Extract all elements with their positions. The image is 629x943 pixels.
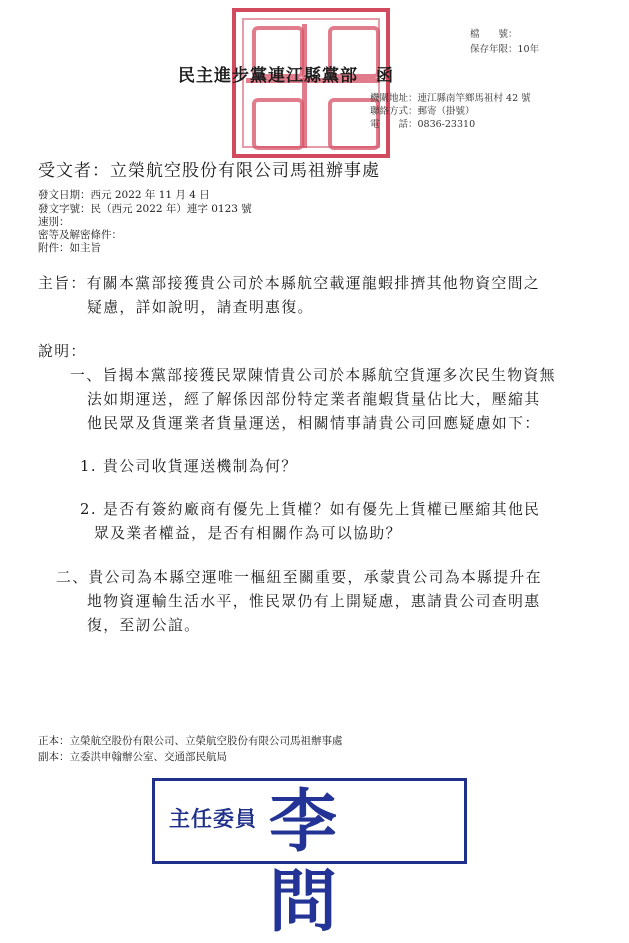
phone-number: 電 話：0836-23310 [370, 119, 476, 130]
recipient: 受文者：立榮航空股份有限公司馬祖辦事處 [38, 161, 380, 181]
secrecy-level: 密等及解密條件： [38, 229, 122, 241]
explanation-item-2-line-1: 二、貴公司為本縣空運唯一樞紐至關重要，承蒙貴公司為本縣提升在 [56, 569, 542, 586]
explanation-label: 說明： [38, 343, 87, 360]
subject-line-1: 主旨：有關本黨部接獲貴公司於本縣航空載運龍蝦排擠其他物資空間之 [38, 275, 541, 292]
seal-stroke [302, 24, 307, 148]
signature-stamp [152, 778, 467, 942]
explanation-item-1-line-2: 法如期運送，經了解係因部份特定業者龍蝦貨量佔比大，壓縮其 [87, 391, 541, 408]
issue-date: 發文日期：西元 2022 年 11 月 4 日 [38, 189, 210, 201]
seal-glyph [252, 98, 304, 150]
retention-period: 保存年限：10年 [470, 44, 540, 55]
question-2-line-1: 2. 是否有簽約廠商有優先上貨權？如有優先上貨權已壓縮其他民 [80, 501, 541, 518]
signature-title: 主任委員 [169, 807, 257, 831]
explanation-item-1-line-3: 他民眾及貨運業者貨量運送，相關情事請貴公司回應疑慮如下： [87, 415, 541, 432]
question-1: 1. 貴公司收貨運送機制為何？ [80, 458, 298, 475]
reference-number: 發文字號：民（西元 2022 年）連字 0123 號 [38, 203, 252, 215]
cc-main: 正本：立榮航空股份有限公司、立榮航空股份有限公司馬祖辦事處 [38, 735, 343, 747]
agency-address: 機關地址：連江縣南竿鄉馬祖村 42 號 [370, 93, 531, 104]
explanation-item-2-line-3: 復，至訒公誼。 [87, 617, 201, 634]
explanation-item-2-line-2: 地物資運輸生活水平，惟民眾仍有上開疑慮，惠請貴公司查明惠 [87, 593, 541, 610]
explanation-item-1-line-1: 一、旨揭本黨部接獲民眾陳情貴公司於本縣航空貨運多次民生物資無 [70, 367, 556, 384]
contact-method: 聯絡方式：郵寄（掛號） [370, 106, 475, 117]
file-number: 檔 號： [470, 29, 518, 40]
subject-line-2: 疑慮，詳如說明，請查明惠復。 [87, 299, 314, 316]
cc-copy: 副本：立委洪申翰辦公室、交通部民航局 [38, 751, 227, 763]
signature-name: 李問 [269, 783, 372, 942]
page-title: 民主進步黨連江縣黨部 函 [178, 66, 394, 86]
speed: 速別： [38, 216, 70, 228]
attachment: 附件：如主旨 [38, 242, 101, 254]
question-2-line-2: 眾及業者權益，是否有相關作為可以協助？ [94, 525, 402, 542]
